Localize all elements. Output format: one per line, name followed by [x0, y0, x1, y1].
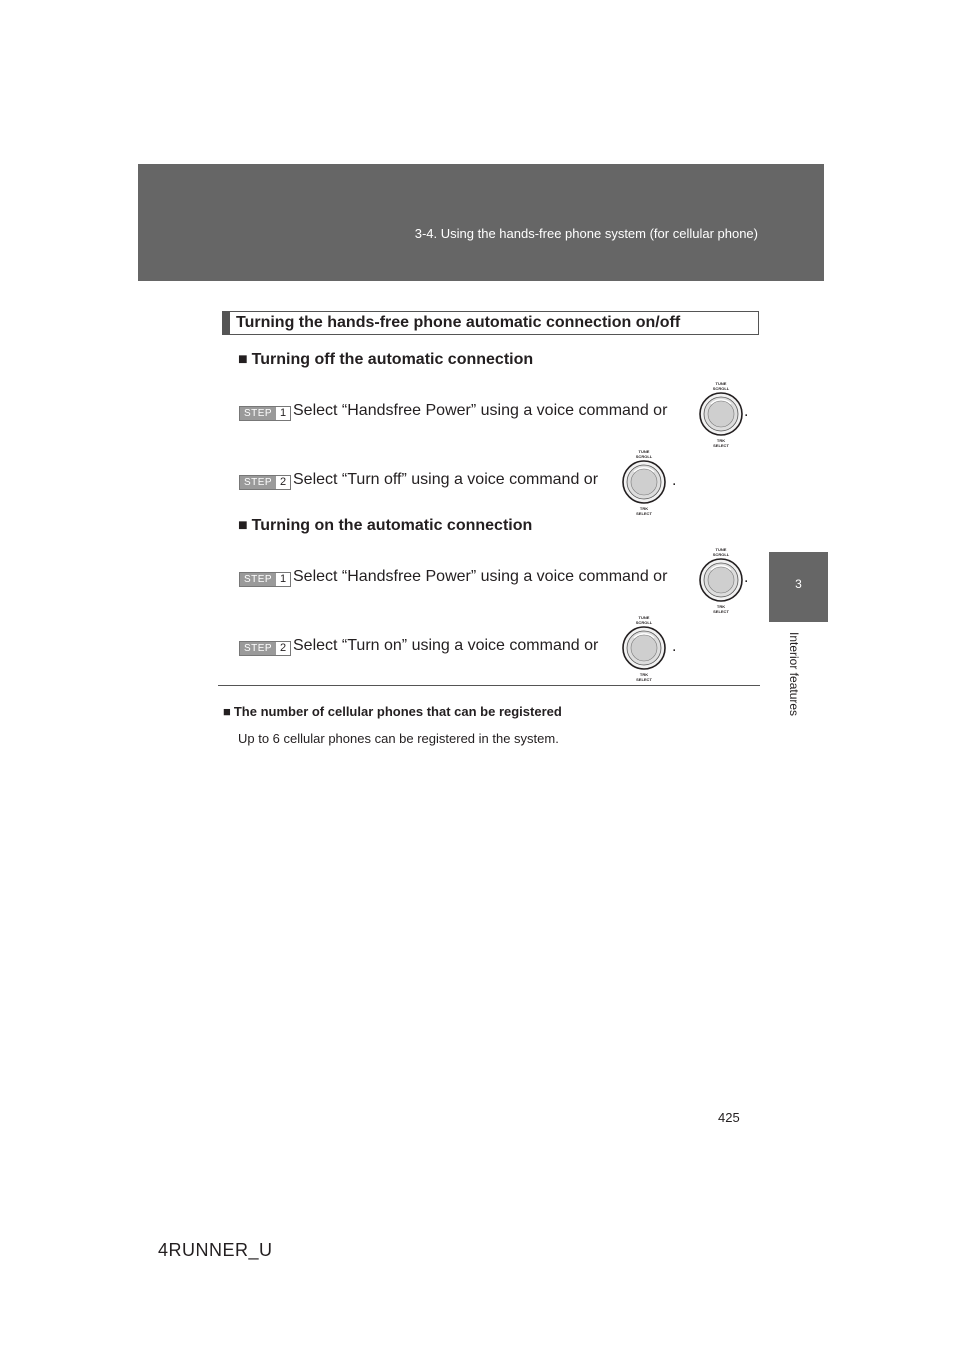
- knob-label: SCROLL: [712, 386, 730, 391]
- knob-label: SCROLL: [635, 620, 653, 625]
- knob-label: TUNE: [715, 381, 727, 386]
- square-bullet-icon: ■: [223, 704, 231, 719]
- tune-select-knob-icon: [616, 448, 672, 518]
- header-band: [138, 164, 824, 281]
- knob-label: TUNE: [715, 547, 727, 552]
- step-badge: [239, 641, 291, 656]
- step-badge: [239, 475, 291, 490]
- chapter-number: 3: [795, 577, 802, 591]
- step-text: Select “Turn off” using a voice command or: [293, 471, 599, 488]
- note-body: Up to 6 cellular phones can be registered in the system.: [238, 731, 559, 746]
- step-badge-number: 2: [279, 476, 287, 488]
- knob-label: TRK: [716, 438, 726, 443]
- step-badge: [239, 572, 291, 587]
- subsection-title-off: [238, 351, 533, 369]
- step-badge-label: STEP: [240, 642, 276, 655]
- tune-select-knob-icon: [693, 380, 749, 450]
- period: .: [672, 638, 677, 655]
- chapter-title: 3-4. Using the hands-free phone system (for cellular phone): [414, 226, 758, 241]
- step-badge: [239, 406, 291, 421]
- knob-label: SELECT: [713, 443, 729, 448]
- tune-select-knob-icon: [693, 546, 749, 616]
- divider: [218, 685, 760, 686]
- step-badge-number: 2: [279, 642, 287, 654]
- subsection-title-text: Turning on the automatic connection: [251, 517, 533, 534]
- period: .: [672, 472, 677, 489]
- step-badge-label: STEP: [240, 573, 276, 586]
- square-bullet-icon: ■: [238, 517, 248, 534]
- knob-label: TRK: [639, 506, 649, 511]
- period: .: [744, 403, 749, 420]
- step-text: Select “Handsfree Power” using a voice command or: [293, 402, 668, 419]
- step-text: Select “Handsfree Power” using a voice command or: [293, 568, 668, 585]
- subsection-title-on: [238, 517, 532, 535]
- knob-label: TRK: [639, 672, 649, 677]
- knob-label: SELECT: [713, 609, 729, 614]
- chapter-tab: [769, 552, 828, 622]
- section-title: Turning the hands-free phone automatic connection on/off: [236, 314, 681, 331]
- period: .: [744, 569, 749, 586]
- chapter-tab-label: Interior features: [787, 632, 801, 717]
- section-header: [222, 311, 759, 335]
- note-title: [223, 704, 562, 719]
- tune-select-knob-icon: [616, 614, 672, 684]
- page-number: 425: [718, 1110, 740, 1125]
- subsection-title-text: Turning off the automatic connection: [251, 351, 534, 368]
- square-bullet-icon: ■: [238, 351, 248, 368]
- model-code: 4RUNNER_U: [158, 1240, 273, 1260]
- knob-label: TUNE: [638, 615, 650, 620]
- knob-label: SELECT: [636, 677, 652, 682]
- knob-label: SCROLL: [712, 552, 730, 557]
- knob-label: TRK: [716, 604, 726, 609]
- note-title-text: The number of cellular phones that can be registered: [233, 704, 562, 719]
- step-badge-number: 1: [279, 573, 287, 585]
- section-header-bar: [222, 311, 230, 335]
- knob-label: SCROLL: [635, 454, 653, 459]
- step-text: Select “Turn on” using a voice command or: [293, 637, 599, 654]
- step-badge-label: STEP: [240, 407, 276, 420]
- knob-label: TUNE: [638, 449, 650, 454]
- knob-label: SELECT: [636, 511, 652, 516]
- step-badge-number: 1: [279, 407, 287, 419]
- step-badge-label: STEP: [240, 476, 276, 489]
